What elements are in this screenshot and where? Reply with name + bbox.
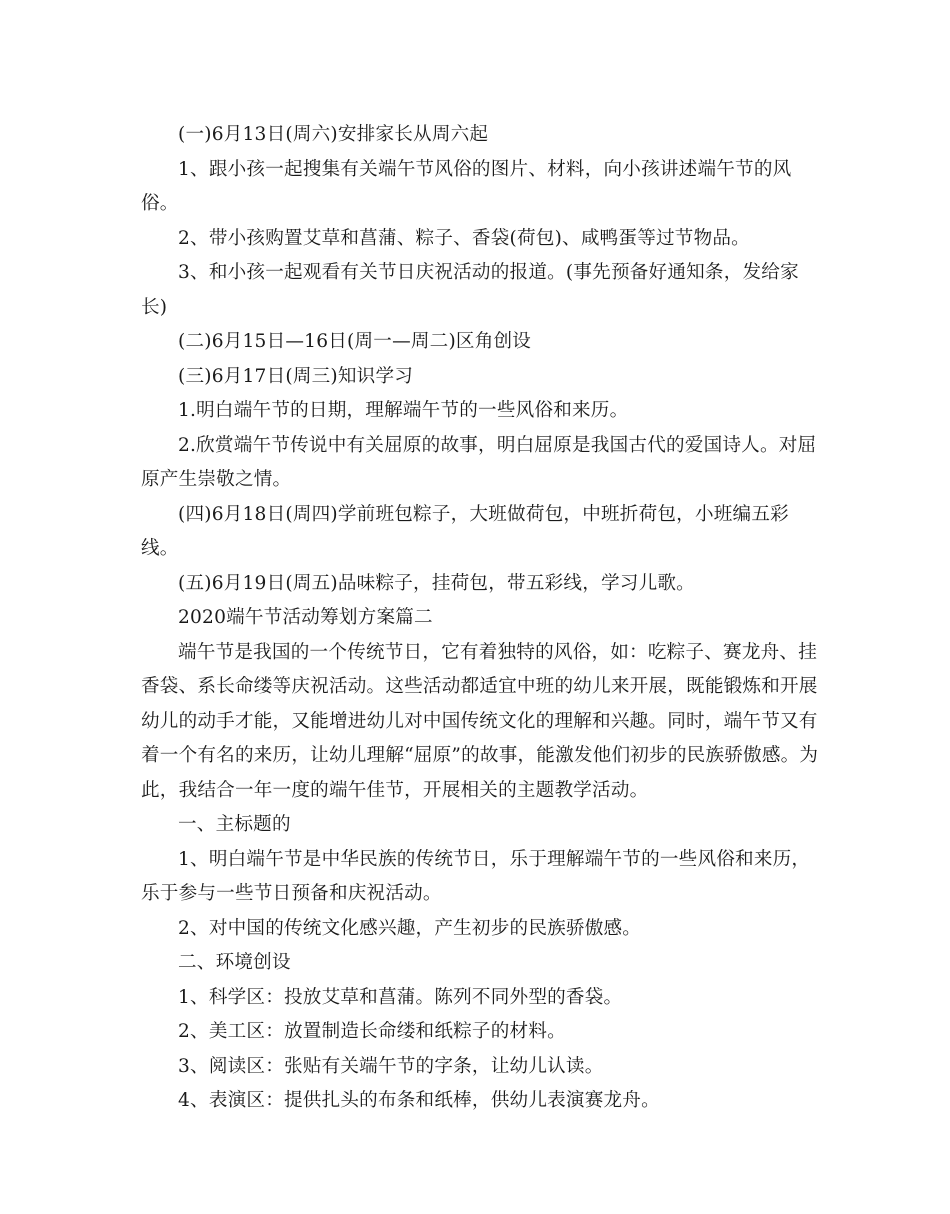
paragraph-area-reading: 3、阅读区：张贴有关端午节的字条，让幼儿认读。 [178,1055,604,1077]
paragraph-knowledge-2: 2.欣赏端午节传说中有关屈原的故事，明白屈原是我国古代的爱国诗人。对屈原产生崇敬之情。 [141,434,817,490]
paragraph-schedule-day5: (五)6月19日(周五)品味粽子，挂荷包，带五彩线，学习儿歌。 [178,572,695,594]
paragraph-schedule-day4: (四)6月18日(周四)学前班包粽子，大班做荷包，中班折荷包，小班编五彩线。 [141,503,789,559]
paragraph-schedule-day3: (三)6月17日(周三)知识学习 [178,365,414,387]
paragraph-goal-1: 1、明白端午节是中华民族的传统节日，乐于理解端午节的一些风俗和来历，乐于参与一些节日预备和庆祝活动。 [141,848,811,904]
paragraph-area-art: 2、美工区：放置制造长命缕和纸粽子的材料。 [178,1021,566,1042]
paragraph-schedule-day1: (一)6月13日(周六)安排家长从周六起 [178,124,489,145]
section-heading-plan-two: 2020端午节活动筹划方案篇二 [178,607,433,628]
paragraph-knowledge-1: 1.明白端午节的日期，理解端午节的一些风俗和来历。 [178,400,629,421]
paragraph-schedule-day2: (二)6月15日—16日(周一—周二)区角创设 [178,331,532,352]
paragraph-introduction: 端午节是我国的一个传统节日，它有着独特的风俗，如：吃粽子、赛龙舟、挂香袋、系长命缕等庆祝活动。这些活动都适宜中班的幼儿来开展，既能锻炼和开展幼儿的动手才能，又能增进幼儿对中国传统文化的理解和兴趣。同时，端午节又有着一个有名的来历，让幼儿理解“屈原”的故事，能激发他们初步的民族骄傲感。为此，我结合一年一度的端午佳节，开展相关的主题教学活动。 [141,641,819,801]
paragraph-goal-2: 2、对中国的传统文化感兴趣，产生初步的民族骄傲感。 [178,917,642,939]
heading-main-goals: 一、主标题的 [178,814,291,835]
paragraph-parent-task-3: 3、和小孩一起观看有关节日庆祝活动的报道。(事先预备好通知条，发给家长) [141,262,799,318]
paragraph-area-performance: 4、表演区：提供扎头的布条和纸棒，供幼儿表演赛龙舟。 [178,1090,660,1111]
paragraph-parent-task-2: 2、带小孩购置艾草和菖蒲、粽子、香袋(荷包)、咸鸭蛋等过节物品。 [178,227,750,249]
heading-environment-setup: 二、环境创设 [178,952,291,973]
document-body [141,118,821,1119]
paragraph-parent-task-1: 1、跟小孩一起搜集有关端午节风俗的图片、材料，向小孩讲述端午节的风俗。 [141,158,792,214]
paragraph-area-science: 1、科学区：投放艾草和菖蒲。陈列不同外型的香袋。 [178,986,623,1008]
